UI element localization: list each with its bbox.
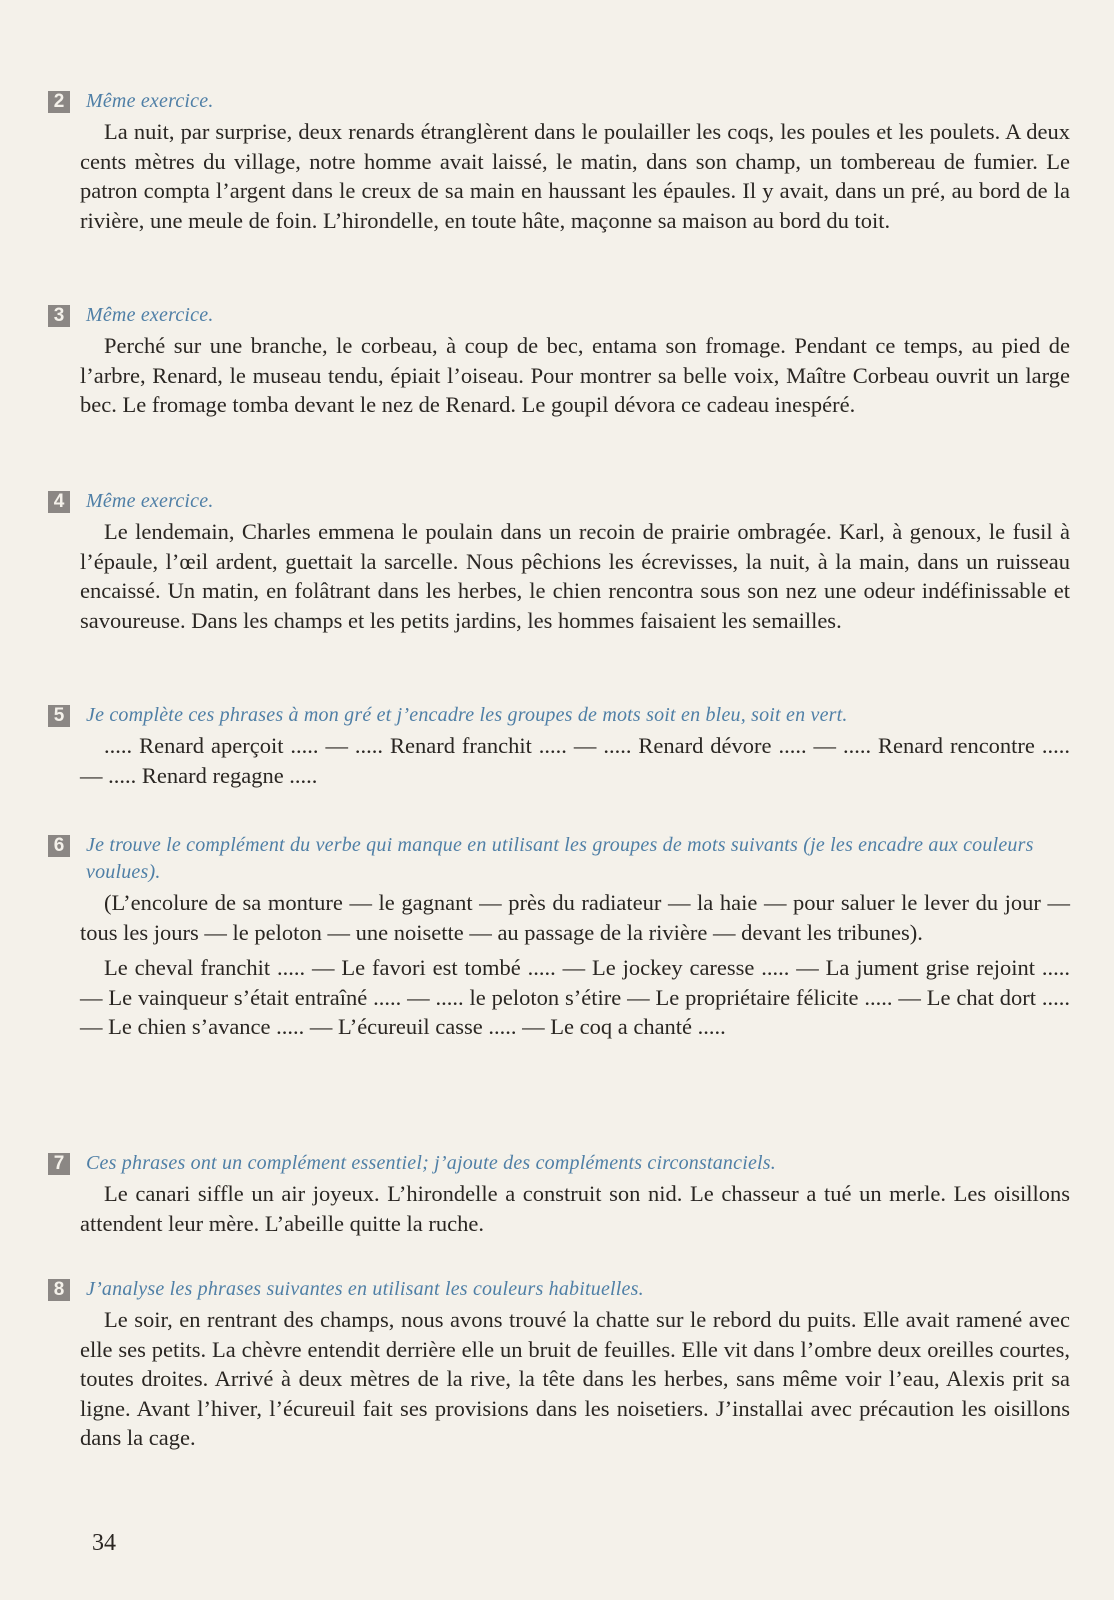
exercise-6 xyxy=(48,832,1070,1042)
exercise-5 xyxy=(48,702,1070,790)
exercise-text: Le soir, en rentrant des champs, nous avons trouvé la chatte sur le rebord du puits. Elle avait ramené avec elle ses petits. La chèvre entendit derrière elle un bruit de feuilles. Elle vit dans l’ombre deux oreilles courtes, toutes droites. Arrivé à deux mètres de la rive, la tête dans les herbes, sans même voir l’eau, Alexis prit sa ligne. Avant l’hiver, l’écureuil fait ses provisions dans les noisetiers. J’installai avec précaution les oisillons dans la cage. xyxy=(80,1307,1070,1450)
exercise-number: 7 xyxy=(48,1153,70,1175)
page-number: 34 xyxy=(92,1530,116,1556)
exercise-instruction: Je complète ces phrases à mon gré et j’encadre les groupes de mots soit en bleu, soit en vert. xyxy=(86,704,848,726)
exercise-text: La nuit, par surprise, deux renards étranglèrent dans le poulailler les coqs, les poules et les poulets. A deux cents mètres du village, notre homme avait laissé, le matin, dans son champ, un tombereau de fumier. Le patron compta l’argent dans le creux de sa main en haussant les épaules. Il y avait, dans un pré, au bord de la rivière, une meule de foin. L’hirondelle, en toute hâte, maçonne sa maison au bord du toit. xyxy=(80,119,1070,233)
exercise-number: 6 xyxy=(48,835,70,857)
exercise-instruction: Même exercice. xyxy=(86,90,214,112)
exercise-word-list: (L’encolure de sa monture — le gagnant — près du radiateur — la haie — pour saluer le lever du jour — tous les jours — le peloton — une noisette — au passage de la rivière — devant les tribunes). xyxy=(80,890,1070,945)
exercise-3 xyxy=(48,302,1070,420)
exercise-instruction: J’analyse les phrases suivantes en utilisant les couleurs habituelles. xyxy=(86,1278,644,1300)
exercise-8 xyxy=(48,1276,1070,1453)
exercise-text: Le canari siffle un air joyeux. L’hirondelle a construit son nid. Le chasseur a tué un merle. Les oisillons attendent leur mère. L’abeille quitte la ruche. xyxy=(80,1181,1070,1236)
exercise-number: 5 xyxy=(48,705,70,727)
exercise-2 xyxy=(48,88,1070,235)
exercise-instruction: Même exercice. xyxy=(86,490,214,512)
exercise-7 xyxy=(48,1150,1070,1238)
exercise-text: ..... Renard aperçoit ..... — ..... Renard franchit ..... — ..... Renard dévore ..... — ..... Renard rencontre ..... — ..... Renard regagne ..... xyxy=(80,733,1070,788)
exercise-text: Le lendemain, Charles emmena le poulain dans un recoin de prairie ombragée. Karl, à genoux, le fusil à l’épaule, l’œil ardent, guettait la sarcelle. Nous pêchions les écrevisses, la nuit, à la main, dans un ruisseau encaissé. Un matin, en folâtrant dans les herbes, le chien rencontra sous son nez une odeur indéfinissable et savoureuse. Dans les champs et les petits jardins, les hommes faisaient les semailles. xyxy=(80,519,1070,633)
exercise-instruction: Je trouve le complément du verbe qui manque en utilisant les groupes de mots suivants (je les encadre aux couleurs voulues). xyxy=(86,834,1034,883)
exercise-number: 4 xyxy=(48,491,70,513)
exercise-number: 8 xyxy=(48,1279,70,1301)
exercise-number: 2 xyxy=(48,91,70,113)
exercise-4 xyxy=(48,488,1070,635)
exercise-number: 3 xyxy=(48,305,70,327)
exercise-instruction: Même exercice. xyxy=(86,304,214,326)
exercise-instruction: Ces phrases ont un complément essentiel; j’ajoute des compléments circonstanciels. xyxy=(86,1152,776,1174)
exercise-sentences: Le cheval franchit ..... — Le favori est tombé ..... — Le jockey caresse ..... — La jument grise rejoint ..... — Le vainqueur s’était entraîné ..... — ..... le peloton s’étire — Le propriétaire félicite ..... — Le chat dort ..... — Le chien s’avance ..... — L’écureuil casse ..... — Le coq a chanté ..... xyxy=(80,955,1070,1039)
exercise-text: Perché sur une branche, le corbeau, à coup de bec, entama son fromage. Pendant ce temps, au pied de l’arbre, Renard, le museau tendu, épiait l’oiseau. Pour montrer sa belle voix, Maître Corbeau ouvrit un large bec. Le fromage tomba devant le nez de Renard. Le goupil dévora ce cadeau inespéré. xyxy=(80,333,1070,417)
